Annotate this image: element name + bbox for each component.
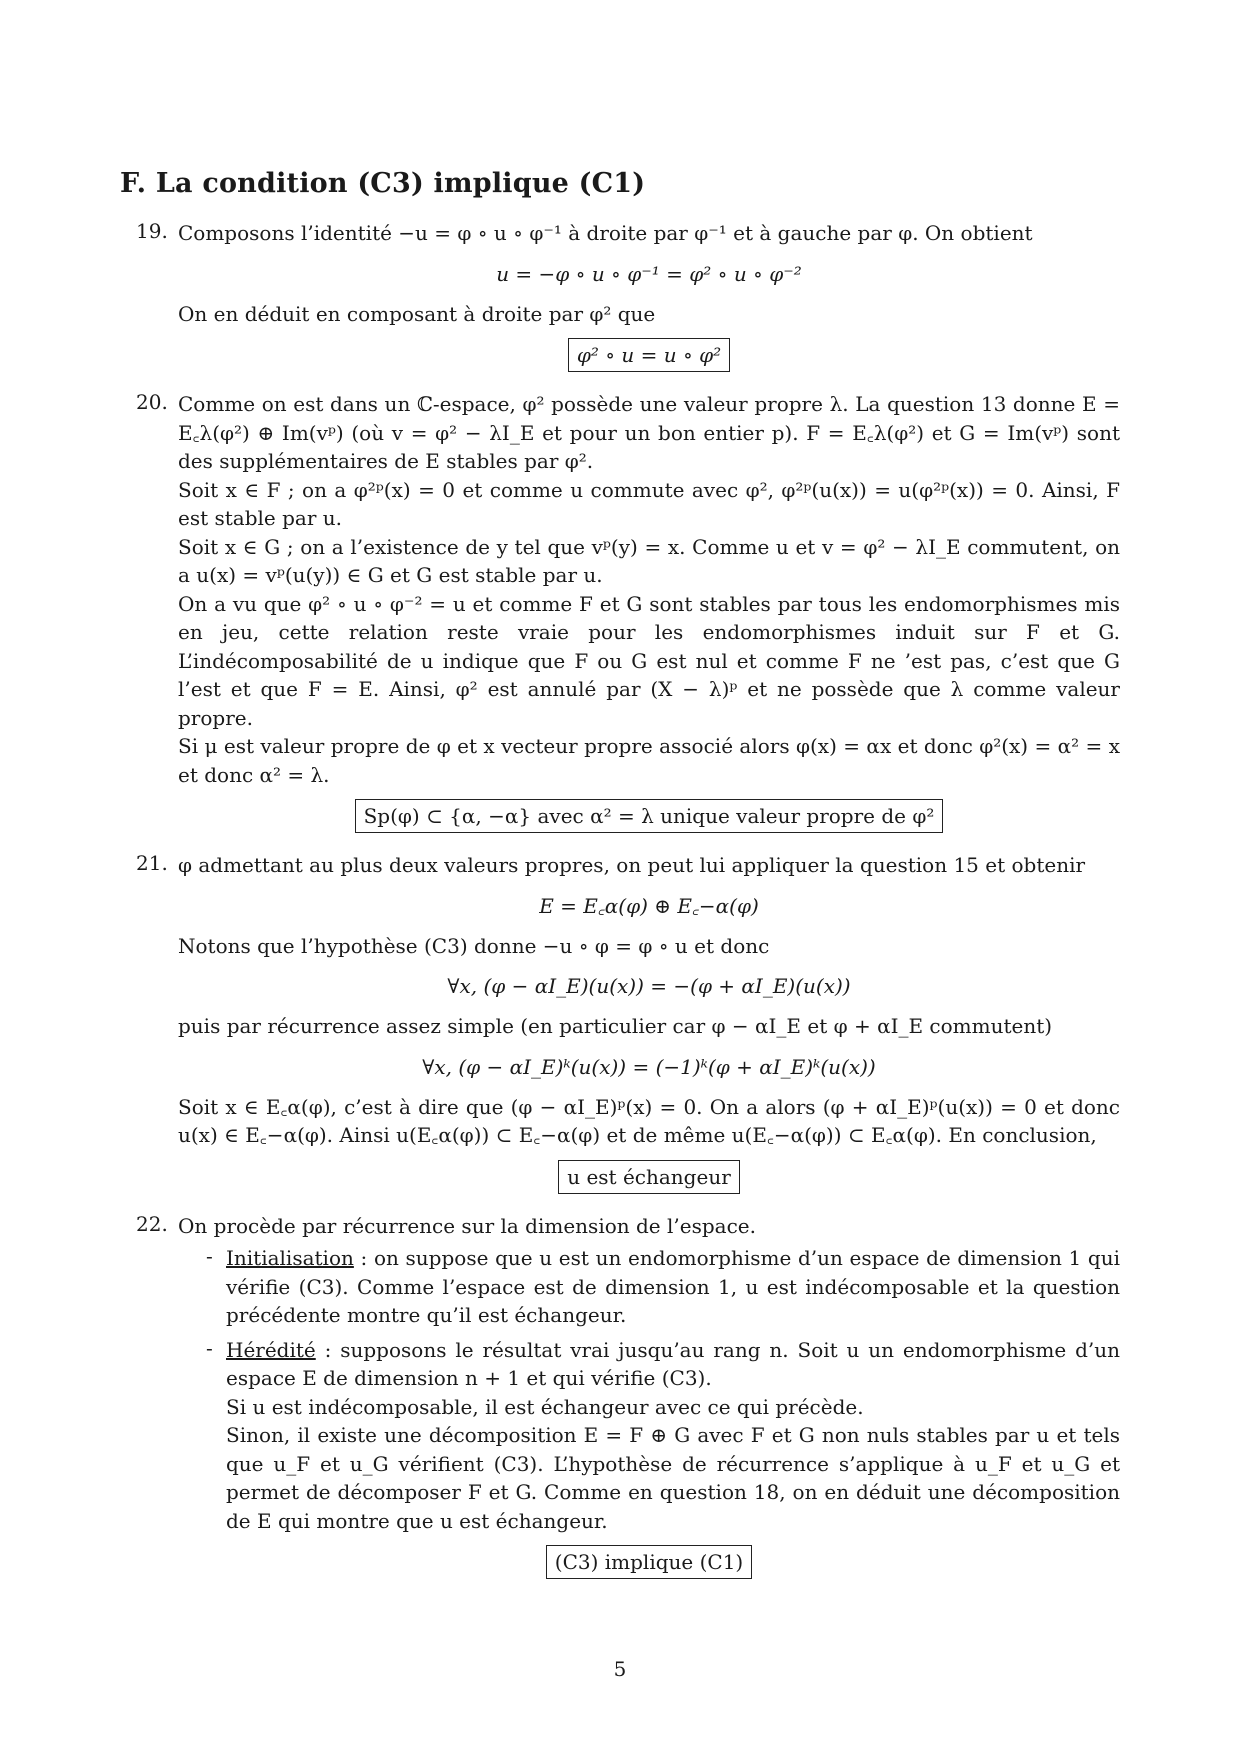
display-equation: E = E꜀α(φ) ⊕ E꜀−α(φ) <box>539 893 759 918</box>
boxed-result: (C3) implique (C1) <box>546 1545 752 1579</box>
paragraph: Soit x ∈ E꜀α(φ), c’est à dire que (φ − αI_E)ᵖ(x) = 0. On a alors (φ + αI_E)ᵖ(u(x)) = 0 et donc u(x) ∈ E꜀−α(φ). Ainsi u(E꜀α(φ)) ⊂ E꜀−α(φ) et de même u(E꜀−α(φ)) ⊂ E꜀α(φ). En conclusion, <box>178 1094 1120 1147</box>
question-22 <box>120 1212 1120 1580</box>
paragraph: φ admettant au plus deux valeurs propres, on peut lui appliquer la question 15 et obtenir <box>178 853 1086 877</box>
induction-list <box>178 1244 1120 1535</box>
question-20 <box>120 390 1120 833</box>
paragraph: Si μ est valeur propre de φ et x vecteur propre associé alors φ(x) = αx et donc φ²(x) = α² = x et donc α² = λ. <box>178 734 1120 787</box>
paragraph: puis par récurrence assez simple (en particulier car φ − αI_E et φ + αI_E commutent) <box>178 1014 1053 1038</box>
question-21 <box>120 851 1120 1194</box>
display-equation: ∀x, (φ − αI_E)ᵏ(u(x)) = (−1)ᵏ(φ + αI_E)ᵏ(u(x)) <box>422 1054 876 1079</box>
display-equation: u = −φ ∘ u ∘ φ⁻¹ = φ² ∘ u ∘ φ⁻² <box>496 261 802 286</box>
question-number: 20. <box>136 390 168 414</box>
list-bullet: - <box>206 1244 213 1268</box>
initialisation-text: : on suppose que u est un endomorphisme d’un espace de dimension 1 qui vérifie (C3). Comme l’espace est de dimension 1, u est indécomposable et la question précédente montre qu’il est échangeur. <box>226 1246 1120 1327</box>
question-19 <box>120 219 1120 372</box>
list-item-initialisation <box>178 1244 1120 1330</box>
question-number: 19. <box>136 219 168 243</box>
heredite-text: : supposons le résultat vrai jusqu’au rang n. Soit u un endomorphisme d’un espace E de dimension n + 1 et qui vérifie (C3). <box>226 1337 1120 1390</box>
question-number: 21. <box>136 851 168 875</box>
section-title: F. La condition (C3) implique (C1) <box>120 168 646 199</box>
display-equation: ∀x, (φ − αI_E)(u(x)) = −(φ + αI_E)(u(x)) <box>447 974 851 998</box>
paragraph: On en déduit en composant à droite par φ² que <box>178 301 656 326</box>
page-content <box>120 168 1120 1597</box>
page-number: 5 <box>613 1657 627 1681</box>
paragraph: On procède par récurrence sur la dimension de l’espace. <box>178 1213 756 1238</box>
list-item-heredite <box>178 1336 1120 1536</box>
boxed-result: φ² ∘ u = u ∘ φ² <box>568 338 730 372</box>
paragraph: Comme on est dans un ℂ-espace, φ² possède une valeur propre λ. La question 13 donne E = E꜀λ(φ²) ⊕ Im(vᵖ) (où v = φ² − λI_E et pour un bon entier p). F = E꜀λ(φ²) et G = Im(vᵖ) sont des supplémentaires de E stables par φ². <box>178 392 1120 473</box>
paragraph: Composons l’identité −u = φ ∘ u ∘ φ⁻¹ à droite par φ⁻¹ et à gauche par φ. On obtient <box>178 221 1033 245</box>
heredite-label: Hérédité <box>226 1337 316 1362</box>
paragraph: Sinon, il existe une décomposition E = F ⊕ G avec F et G non nuls stables par u et tels que u_F et u_G vérifient (C3). L’hypothèse de récurrence s’applique à u_F et u_G et permet de décomposer F et G. Comme en question 18, on en déduit une décomposition de E qui montre que u est échangeur. <box>226 1423 1120 1533</box>
boxed-result: Sp(φ) ⊂ {α, −α} avec α² = λ unique valeur propre de φ² <box>355 799 944 833</box>
boxed-result: u est échangeur <box>558 1160 740 1194</box>
paragraph: Notons que l’hypothèse (C3) donne −u ∘ φ = φ ∘ u et donc <box>178 933 770 958</box>
paragraph: Soit x ∈ F ; on a φ²ᵖ(x) = 0 et comme u commute avec φ², φ²ᵖ(u(x)) = u(φ²ᵖ(x)) = 0. Ainsi, F est stable par u. <box>178 477 1120 530</box>
paragraph: On a vu que φ² ∘ u ∘ φ⁻² = u et comme F et G sont stables par tous les endomorphismes mis en jeu, cette relation reste vraie pour les endomorphismes induit sur F et G. L’indécomposabilité de u indique que F ou G est nul et comme F ne ’est pas, c’est que G l’est et que F = E. Ainsi, φ² est annulé par (X − λ)ᵖ et ne possède que λ comme valeur propre. <box>178 591 1120 730</box>
initialisation-label: Initialisation <box>226 1246 354 1270</box>
paragraph: Si u est indécomposable, il est échangeur avec ce qui précède. <box>226 1394 864 1419</box>
paragraph: Soit x ∈ G ; on a l’existence de y tel que vᵖ(y) = x. Comme u et v = φ² − λI_E commutent, on a u(x) = vᵖ(u(y)) ∈ G et G est stable par u. <box>178 534 1120 587</box>
list-bullet: - <box>206 1335 213 1360</box>
question-number: 22. <box>136 1211 168 1236</box>
